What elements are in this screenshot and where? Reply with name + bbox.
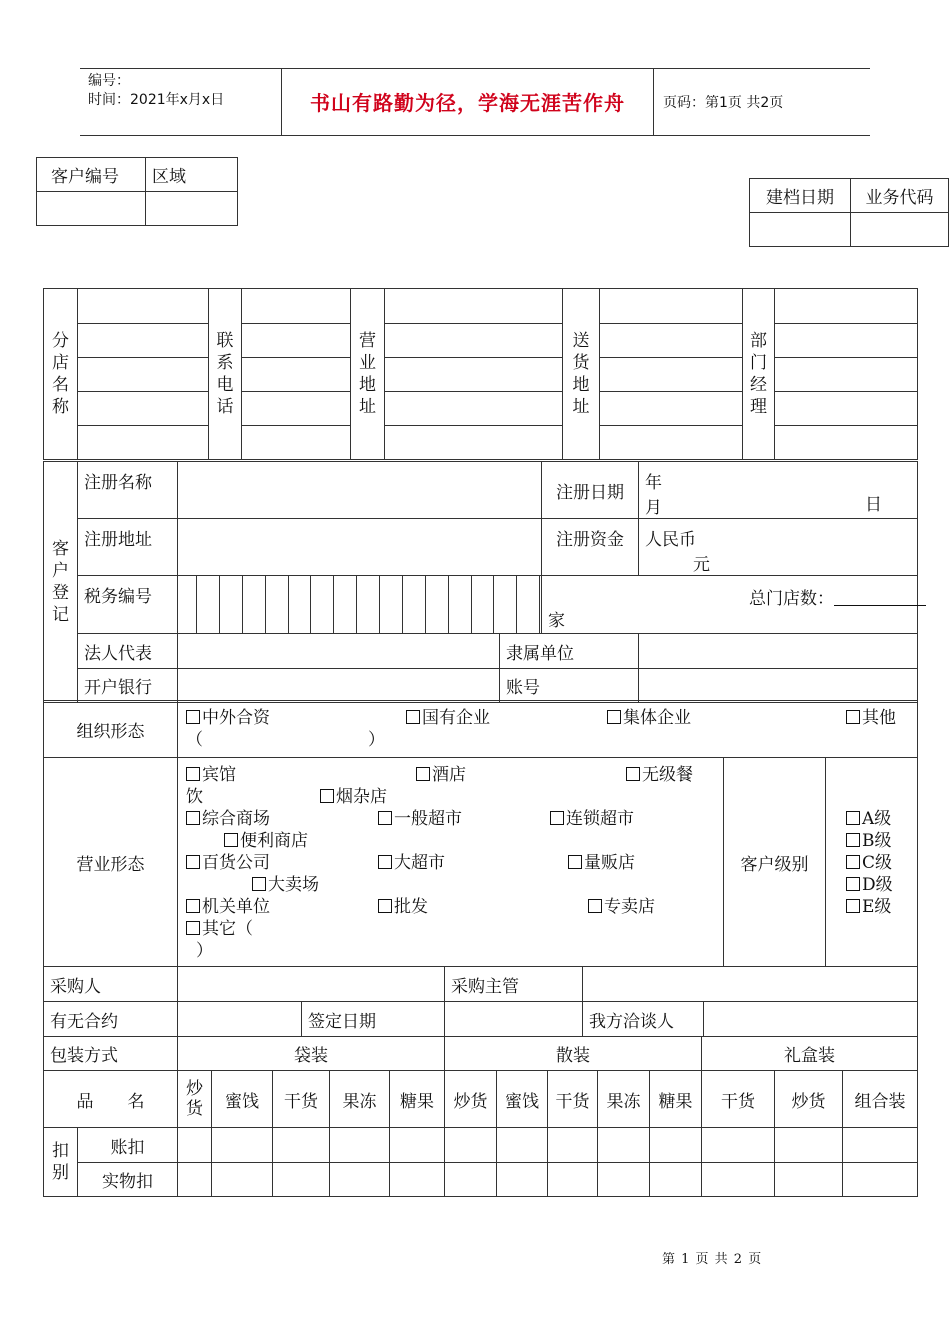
tax-digit-box[interactable] — [196, 576, 219, 633]
tax-digit-box[interactable] — [219, 576, 242, 633]
deduct-cell[interactable] — [445, 1128, 497, 1163]
bag-item-preserved: 蜜饯 — [212, 1071, 273, 1128]
biz-option-volume-store[interactable]: 量贩店 — [568, 852, 635, 874]
delivery-address-label: 送 货 地 址 — [563, 289, 600, 460]
client-no-label: 客户编号 — [37, 158, 146, 192]
deduct-cell[interactable] — [548, 1128, 598, 1163]
bag-header: 袋装 — [178, 1037, 445, 1071]
tax-no-field[interactable] — [178, 576, 542, 634]
deduct-cell[interactable] — [843, 1128, 918, 1163]
dept-manager-field[interactable] — [775, 426, 918, 460]
phone-field[interactable] — [242, 426, 351, 460]
business-address-field[interactable] — [385, 426, 563, 460]
dept-manager-field[interactable] — [775, 392, 918, 426]
business-address-field[interactable] — [385, 289, 563, 324]
time-label: 时间：2021年x月x日 — [88, 92, 225, 108]
physical-deduct-label: 实物扣 — [78, 1163, 178, 1197]
organization-table — [43, 700, 918, 967]
tax-digit-boxes — [178, 576, 541, 633]
bag-item-candy: 糖果 — [390, 1071, 445, 1128]
tax-digit-box[interactable] — [425, 576, 448, 633]
buyer-field[interactable] — [178, 967, 445, 1002]
deduct-cell[interactable] — [330, 1163, 390, 1197]
deduct-cell[interactable] — [178, 1128, 212, 1163]
tax-digit-box[interactable] — [471, 576, 494, 633]
branch-name-field[interactable] — [78, 392, 209, 426]
gift-item-dried: 干货 — [702, 1071, 775, 1128]
customer-level-options — [826, 758, 918, 967]
biz-option-wholesale[interactable]: 批发 — [378, 896, 428, 918]
branch-name-field[interactable] — [78, 358, 209, 392]
checkbox-icon[interactable] — [378, 855, 392, 869]
business-code-field[interactable] — [851, 213, 949, 247]
business-form-options — [178, 758, 724, 967]
deduct-cell[interactable] — [843, 1163, 918, 1197]
biz-option-convenience[interactable]: 便利商店 — [224, 830, 308, 852]
bulk-item-dried: 干货 — [548, 1071, 598, 1128]
deduct-cell[interactable] — [445, 1163, 497, 1197]
deduct-cell[interactable] — [390, 1128, 445, 1163]
biz-option-hypermarket[interactable]: 大超市 — [378, 852, 445, 874]
delivery-address-field[interactable] — [600, 392, 743, 426]
business-code-label: 业务代码 — [851, 179, 949, 213]
biz-option-big-store[interactable]: 大卖场 — [252, 874, 319, 896]
organization-options — [178, 701, 918, 758]
phone-field[interactable] — [242, 324, 351, 358]
reg-capital-field[interactable] — [639, 519, 918, 576]
dept-manager-field[interactable] — [775, 289, 918, 324]
dept-manager-label: 部 门 经 理 — [743, 289, 775, 460]
tax-digit-box[interactable] — [333, 576, 356, 633]
phone-field[interactable] — [242, 392, 351, 426]
checkbox-icon[interactable] — [378, 899, 392, 913]
level-option-c[interactable]: C级 — [846, 852, 917, 874]
contract-label: 有无合约 — [44, 1002, 178, 1037]
buyer-supervisor-label: 采购主管 — [445, 967, 583, 1002]
bag-item-jelly: 果冻 — [330, 1071, 390, 1128]
level-option-a[interactable]: A级 — [846, 808, 917, 830]
checkbox-icon[interactable] — [224, 833, 238, 847]
organization-label: 组织形态 — [44, 701, 178, 758]
deduct-cell[interactable] — [390, 1163, 445, 1197]
gift-item-combo: 组合装 — [843, 1071, 918, 1128]
checkbox-icon[interactable] — [186, 811, 200, 825]
legal-rep-label: 法人代表 — [78, 634, 178, 669]
total-stores-field[interactable] — [542, 576, 918, 634]
account-field[interactable] — [639, 669, 918, 703]
branch-name-field[interactable] — [78, 289, 209, 324]
business-address-field[interactable] — [385, 392, 563, 426]
biz-option-department-store[interactable]: 百货公司 — [186, 852, 270, 874]
checkbox-icon[interactable] — [846, 855, 860, 869]
bulk-item-preserved: 蜜饯 — [497, 1071, 548, 1128]
checkbox-icon[interactable] — [846, 899, 860, 913]
checkbox-icon[interactable] — [588, 899, 602, 913]
tax-digit-box[interactable] — [448, 576, 471, 633]
sign-date-field[interactable] — [445, 1002, 583, 1037]
our-contact-field[interactable] — [704, 1002, 918, 1037]
business-form-label: 营业形态 — [44, 758, 178, 967]
dept-manager-field[interactable] — [775, 324, 918, 358]
total-stores-label: 总门店数： — [749, 584, 926, 609]
tax-digit-box[interactable] — [242, 576, 265, 633]
page-footer: 第 1 页 共 2 页 — [662, 1252, 763, 1267]
deduct-cell[interactable] — [497, 1128, 548, 1163]
deduct-cell[interactable] — [775, 1163, 843, 1197]
product-name-label: 品 名 — [44, 1071, 178, 1128]
deduct-cell[interactable] — [702, 1163, 775, 1197]
region-label: 区域 — [146, 158, 238, 192]
contract-field[interactable] — [178, 1002, 302, 1037]
bulk-header: 散装 — [445, 1037, 702, 1071]
deduct-cell[interactable] — [598, 1128, 650, 1163]
deduct-cell[interactable] — [650, 1163, 702, 1197]
level-option-e[interactable]: E级 — [846, 896, 917, 918]
file-box — [749, 178, 949, 247]
capital-unit: 元 — [693, 555, 711, 575]
header-motto: 书山有路勤为径，学海无涯苦作舟 — [310, 91, 625, 115]
gift-header: 礼盒装 — [702, 1037, 918, 1071]
account-label: 账号 — [500, 669, 639, 703]
tax-digit-box[interactable] — [402, 576, 425, 633]
level-option-d[interactable]: D级 — [846, 874, 917, 896]
region-field[interactable] — [146, 192, 238, 226]
deduct-cell[interactable] — [650, 1128, 702, 1163]
client-box — [36, 157, 238, 226]
deduct-cell[interactable] — [212, 1163, 273, 1197]
other-paren-open: （ — [186, 730, 203, 750]
biz-option-other[interactable]: 其它（ — [186, 918, 253, 940]
reg-date-day: 日 — [865, 495, 883, 515]
checkbox-icon[interactable] — [252, 877, 266, 891]
biz-option-specialty-store[interactable]: 专卖店 — [588, 896, 655, 918]
affiliation-field[interactable] — [639, 634, 918, 669]
checkbox-icon[interactable] — [846, 877, 860, 891]
bulk-item-jelly: 果冻 — [598, 1071, 650, 1128]
phone-label: 联 系 电 话 — [209, 289, 242, 460]
checkbox-icon[interactable] — [846, 811, 860, 825]
deduct-cell[interactable] — [273, 1163, 330, 1197]
packaging-table — [43, 1036, 918, 1197]
deduct-cell[interactable] — [702, 1128, 775, 1163]
header-page-info: 页码：第1页 共2页 — [663, 95, 784, 111]
checkbox-icon[interactable] — [186, 767, 200, 781]
checkbox-icon[interactable] — [320, 789, 334, 803]
tax-digit-box[interactable] — [265, 576, 288, 633]
checkbox-icon[interactable] — [186, 710, 200, 724]
registration-table — [43, 461, 918, 703]
business-address-field[interactable] — [385, 324, 563, 358]
reg-address-label: 注册地址 — [78, 519, 178, 576]
bank-label: 开户银行 — [78, 669, 178, 703]
business-address-label: 营 业 地 址 — [351, 289, 385, 460]
reg-name-label: 注册名称 — [78, 462, 178, 519]
reg-name-field[interactable] — [178, 462, 542, 519]
biz-option-tobacco-store[interactable]: 烟杂店 — [320, 786, 387, 808]
deduct-cell[interactable] — [548, 1163, 598, 1197]
bag-item-roasted: 炒货 — [178, 1071, 212, 1128]
affiliation-label: 隶属单位 — [500, 634, 639, 669]
header-meta — [88, 72, 224, 110]
biz-option-institution[interactable]: 机关单位 — [186, 896, 270, 918]
biz-option-dining-suffix: 饮 — [186, 787, 203, 807]
biz-other-paren-close: ） — [196, 941, 213, 961]
branch-name-field[interactable] — [78, 324, 209, 358]
reg-address-field[interactable] — [178, 519, 542, 576]
tax-digit-box[interactable] — [356, 576, 379, 633]
biz-option-restaurant[interactable]: 酒店 — [416, 764, 466, 786]
org-option-collective[interactable]: 集体企业 — [607, 707, 691, 729]
bag-item-dried: 干货 — [273, 1071, 330, 1128]
checkbox-icon[interactable] — [568, 855, 582, 869]
checkbox-icon[interactable] — [626, 767, 640, 781]
customer-level-label: 客户级别 — [724, 758, 826, 967]
reg-date-field[interactable] — [639, 462, 918, 519]
biz-option-no-grade-dining[interactable]: 无级餐 — [626, 764, 693, 786]
checkbox-icon[interactable] — [846, 833, 860, 847]
deduct-cell[interactable] — [598, 1163, 650, 1197]
checkbox-icon[interactable] — [416, 767, 430, 781]
capital-currency: 人民币 — [645, 530, 697, 550]
gift-item-roasted: 炒货 — [775, 1071, 843, 1128]
checkbox-icon[interactable] — [846, 710, 860, 724]
tax-digit-box[interactable] — [379, 576, 402, 633]
deduct-cell[interactable] — [330, 1128, 390, 1163]
level-option-b[interactable]: B级 — [846, 830, 917, 852]
registration-group-label: 客 户 登 记 — [44, 462, 78, 703]
bulk-item-roasted: 炒货 — [445, 1071, 497, 1128]
other-paren-close: ） — [368, 730, 385, 750]
tax-digit-spacer — [178, 576, 196, 633]
total-stores-blank[interactable] — [834, 591, 926, 606]
delivery-address-field[interactable] — [600, 289, 743, 324]
tax-digit-box[interactable] — [493, 576, 516, 633]
biz-option-hotel[interactable]: 宾馆 — [186, 764, 236, 786]
branch-name-field[interactable] — [78, 426, 209, 460]
purchase-table — [43, 966, 918, 1037]
org-option-other[interactable]: 其他 — [846, 707, 896, 729]
buyer-supervisor-field[interactable] — [583, 967, 918, 1002]
deduct-cell[interactable] — [775, 1128, 843, 1163]
deduct-cell[interactable] — [273, 1128, 330, 1163]
sign-date-label: 签定日期 — [302, 1002, 445, 1037]
account-deduct-label: 账扣 — [78, 1128, 178, 1163]
reg-date-year: 年 — [645, 473, 663, 493]
deduct-cell[interactable] — [212, 1128, 273, 1163]
bulk-item-candy: 糖果 — [650, 1071, 702, 1128]
deduct-cell[interactable] — [178, 1163, 212, 1197]
tax-digit-box[interactable] — [288, 576, 311, 633]
branch-table — [43, 288, 918, 460]
biz-option-mall[interactable]: 综合商场 — [186, 808, 270, 830]
checkbox-icon[interactable] — [378, 811, 392, 825]
delivery-address-field[interactable] — [600, 358, 743, 392]
checkbox-icon[interactable] — [186, 921, 200, 935]
header-divider — [653, 68, 654, 135]
biz-option-supermarket[interactable]: 一般超市 — [378, 808, 462, 830]
delivery-address-field[interactable] — [600, 426, 743, 460]
tax-no-label: 税务编号 — [78, 576, 178, 634]
biz-option-chain-supermarket[interactable]: 连锁超市 — [550, 808, 634, 830]
tax-digit-box[interactable] — [516, 576, 539, 633]
tax-digit-box[interactable] — [310, 576, 333, 633]
file-date-label: 建档日期 — [750, 179, 851, 213]
org-option-state-owned[interactable]: 国有企业 — [406, 707, 490, 729]
delivery-address-field[interactable] — [600, 324, 743, 358]
business-address-field[interactable] — [385, 358, 563, 392]
org-option-joint-venture[interactable]: 中外合资 — [186, 707, 270, 729]
phone-field[interactable] — [242, 289, 351, 324]
packaging-label: 包装方式 — [44, 1037, 178, 1071]
stores-unit: 家 — [548, 611, 566, 631]
checkbox-icon[interactable] — [550, 811, 564, 825]
checkbox-icon[interactable] — [186, 855, 200, 869]
legal-rep-field[interactable] — [178, 634, 500, 669]
checkbox-icon[interactable] — [607, 710, 621, 724]
file-date-field[interactable] — [750, 213, 851, 247]
header-bottom-rule — [80, 135, 870, 136]
reg-date-month: 月 — [645, 498, 663, 518]
deduct-cell[interactable] — [497, 1163, 548, 1197]
checkbox-icon[interactable] — [186, 899, 200, 913]
bank-field[interactable] — [178, 669, 500, 703]
branch-name-label: 分 店 名 称 — [44, 289, 78, 460]
our-contact-label: 我方洽谈人 — [583, 1002, 704, 1037]
number-label: 编号： — [88, 73, 130, 89]
phone-field[interactable] — [242, 358, 351, 392]
deduct-group-label: 扣 别 — [44, 1128, 78, 1197]
client-no-field[interactable] — [37, 192, 146, 226]
checkbox-icon[interactable] — [406, 710, 420, 724]
dept-manager-field[interactable] — [775, 358, 918, 392]
reg-capital-label: 注册资金 — [542, 519, 639, 576]
reg-date-label: 注册日期 — [542, 462, 639, 519]
buyer-label: 采购人 — [44, 967, 178, 1002]
